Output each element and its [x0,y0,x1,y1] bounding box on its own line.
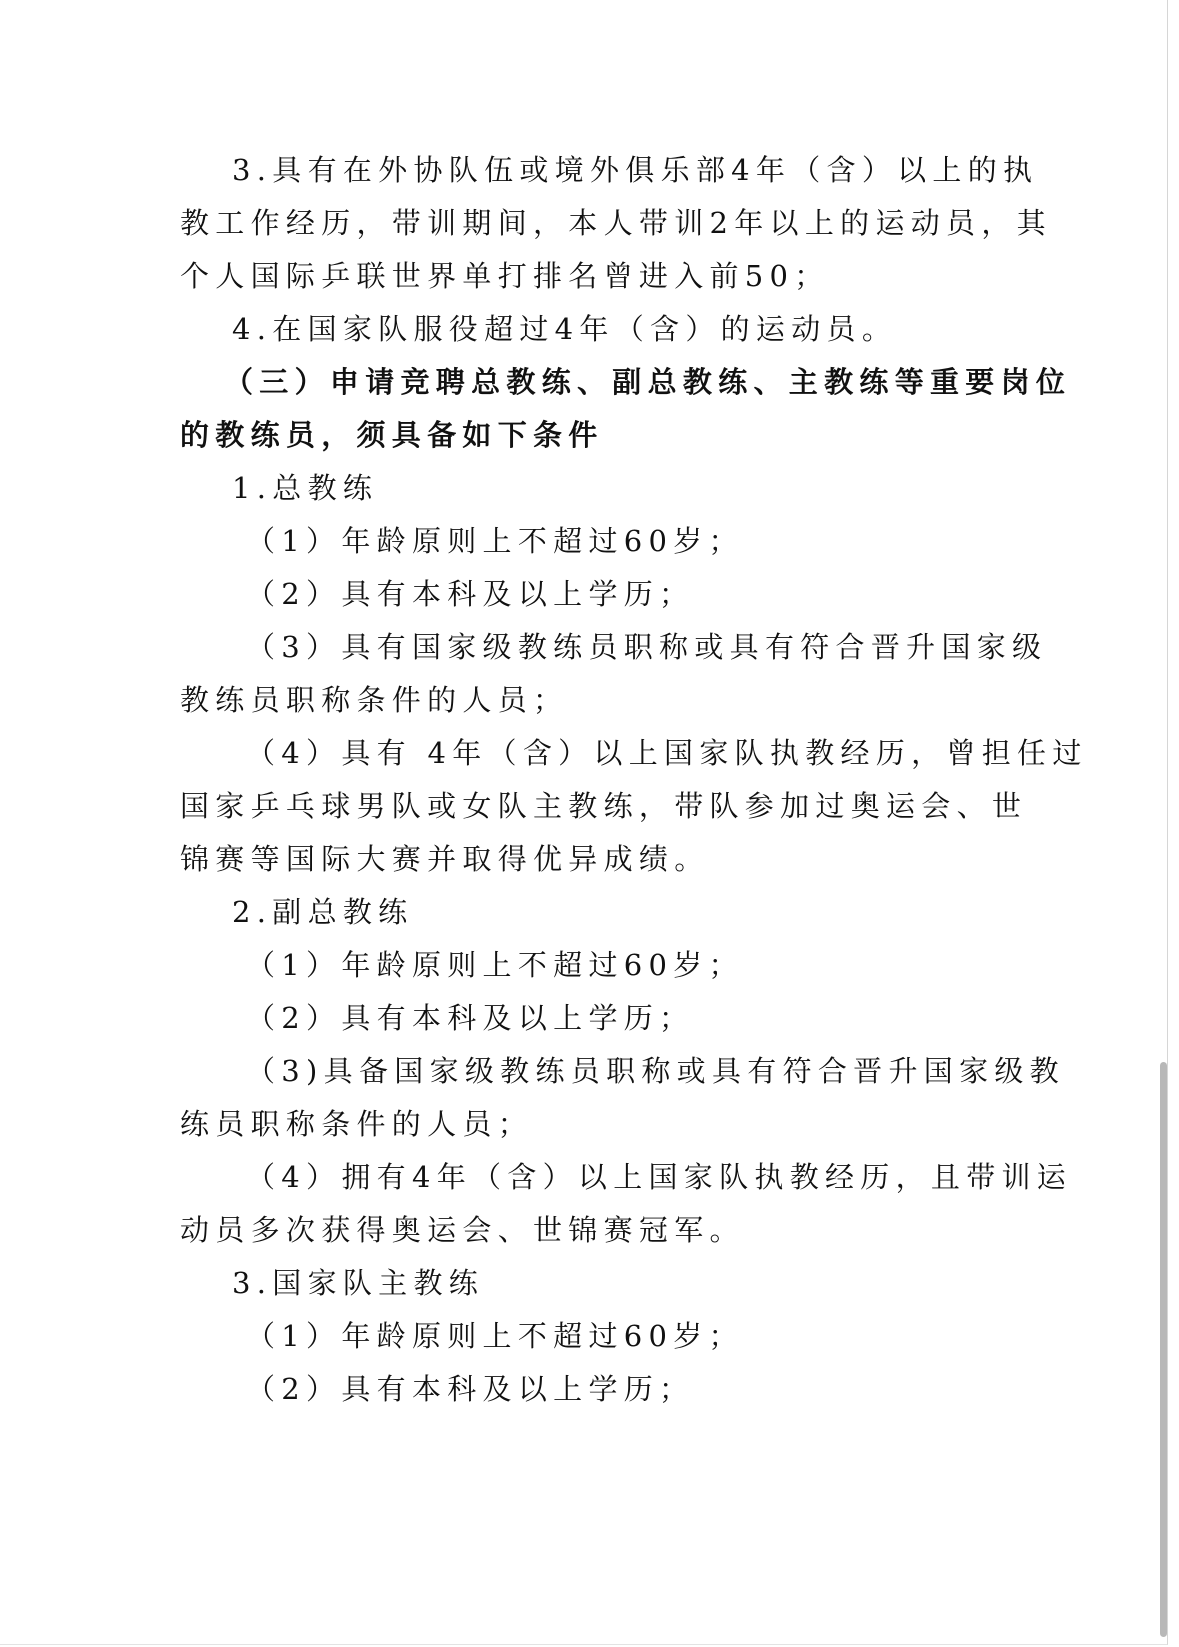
list-item: （1）年龄原则上不超过60岁； [246,948,744,982]
list-item: 练员职称条件的人员； [180,1107,534,1141]
list-item: （2）具有本科及以上学历； [246,577,695,611]
list-item: （2）具有本科及以上学历； [246,1001,695,1035]
list-item: （3)具备国家级教练员职称或具有符合晋升国家级教 [246,1054,1065,1088]
subsection-title: 3.国家队主教练 [232,1266,485,1300]
paragraph-line: 4.在国家队服役超过4年（含）的运动员。 [232,312,898,346]
list-item: 教练员职称条件的人员； [180,683,569,717]
vertical-scrollbar[interactable] [1160,1062,1167,1637]
list-item: （1）年龄原则上不超过60岁； [246,1319,744,1353]
list-item: （3）具有国家级教练员职称或具有符合晋升国家级 [246,630,1048,664]
section-heading: （三）申请竞聘总教练、副总教练、主教练等重要岗位 [224,365,1072,399]
subsection-title: 2.副总教练 [232,895,414,929]
list-item: （4）拥有4年（含）以上国家队执教经历，且带训运 [246,1160,1073,1194]
list-item: （1）年龄原则上不超过60岁； [246,524,744,558]
subsection-title: 1.总教练 [232,471,379,505]
list-item: 国家乒乓球男队或女队主教练，带队参加过奥运会、世 [180,789,1028,823]
list-item: （2）具有本科及以上学历； [246,1372,695,1406]
section-heading: 的教练员，须具备如下条件 [180,418,604,452]
paragraph-line: 教工作经历，带训期间，本人带训2年以上的运动员，其 [180,206,1052,240]
paragraph-line: 个人国际乒联世界单打排名曾进入前50； [180,259,830,293]
list-item: （4）具有 4年（含）以上国家队执教经历，曾担任过 [246,736,1088,770]
list-item: 动员多次获得奥运会、世锦赛冠军。 [180,1213,745,1247]
list-item: 锦赛等国际大赛并取得优异成绩。 [180,842,710,876]
paragraph-line: 3.具有在外协队伍或境外俱乐部4年（含）以上的执 [232,153,1039,187]
